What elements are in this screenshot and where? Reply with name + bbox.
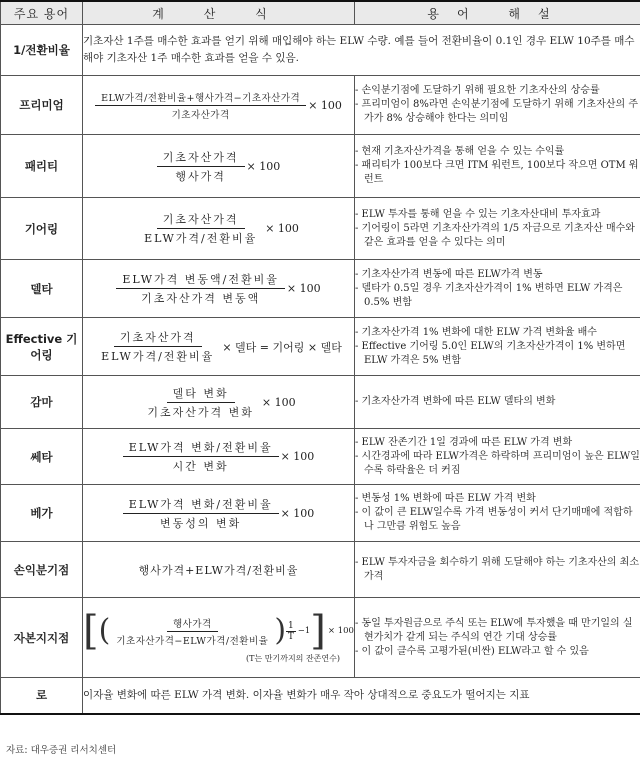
- multiplier: × 100: [280, 506, 315, 520]
- numerator: 기초자산가격: [157, 211, 245, 229]
- multiplier: × 100: [308, 98, 342, 112]
- left-paren: (: [98, 613, 111, 648]
- multiplier: × 100: [280, 450, 315, 463]
- description-line: - 델타가 0.5일 경우 기초자산가격이 1% 변하면 ELW 가격은 0.5% 변함: [355, 282, 623, 308]
- description-cell: [355, 135, 640, 198]
- right-bracket: ]: [310, 608, 326, 654]
- left-bracket: [: [83, 608, 99, 654]
- denominator: 기초자산가격−ELW가격/전환비율: [116, 635, 269, 647]
- source-note: 자료: 대우증권 리서치센터: [6, 745, 117, 756]
- table-row: [1, 542, 640, 598]
- formula-cell: [83, 260, 355, 318]
- description-cell: [355, 260, 640, 318]
- header-description: 용어 해설: [355, 1, 640, 25]
- multiplier: × 100: [246, 159, 281, 173]
- formula-cell: [83, 318, 355, 376]
- formula-cell: [83, 485, 355, 542]
- denominator: 변동성의 변화: [160, 516, 242, 530]
- description-cell: [355, 376, 640, 429]
- table-row: [1, 318, 640, 376]
- fraction: [123, 439, 279, 474]
- term-cell: 로: [1, 678, 83, 714]
- denominator: ELW가격/전환비율: [101, 350, 215, 363]
- minus-one: −1: [297, 626, 311, 636]
- formula-group: [83, 608, 354, 654]
- numerator: ELW가격 변화/전환비율: [123, 496, 279, 514]
- header-term: 주요 용어: [1, 1, 83, 25]
- description-line: - 기초자산가격 1% 변화에 대한 ELW 가격 변화율 배수: [355, 326, 597, 338]
- description-line: - Effective 기어링 5.0인 ELW의 기초자산가격이 1% 변하면 ELW 가격은 5% 변함: [355, 340, 626, 366]
- table-row: [1, 598, 640, 678]
- description-line: - 동일 투자원금으로 주식 또는 ELW에 투자했을 때 만기일의 실현가치가 같게 되는 주식의 연간 기대 상승률: [355, 617, 633, 643]
- description-cell: [355, 542, 640, 598]
- term-cell: 패리티: [1, 135, 83, 198]
- formula-cell: [83, 598, 355, 678]
- description-line: - 패리티가 100보다 크면 ITM 워런트, 100보다 작으면 OTM 워런트: [355, 160, 639, 185]
- exponent-numerator: 1: [288, 620, 294, 631]
- denominator: 기초자산가격 변동액: [141, 292, 261, 305]
- fraction: [110, 616, 274, 647]
- multiplier: × 델타 = 기어링 × 델타: [222, 340, 342, 354]
- description-line: - 기어링이 5라면 기초자산가격의 1/5 자금으로 기초자산 매수와 같은 효과를 얻을 수 있다는 의미: [355, 222, 635, 248]
- table-row: [1, 678, 640, 714]
- description-cell: 기초자산 1주를 매수한 효과를 얻기 위해 매입해야 하는 ELW 수량. 예를 들어 전환비율이 0.1인 경우 ELW 10주를 매수해야 기초자산 1주 매수한 효과를 얻을 수 있음.: [83, 25, 640, 76]
- term-cell: 프리미엄: [1, 76, 83, 135]
- description-cell: [355, 76, 640, 135]
- description-line: - 기초자산가격 변화에 따른 ELW 델타의 변화: [355, 396, 556, 407]
- header-formula: 계 산 식: [83, 1, 355, 25]
- description-cell: [355, 318, 640, 376]
- table-row: [1, 429, 640, 485]
- denominator: 기초자산가격 변화: [147, 405, 254, 419]
- term-cell: 델타: [1, 260, 83, 318]
- formula-cell: [83, 376, 355, 429]
- formula-text: 행사가격+ELW가격/전환비율: [138, 563, 299, 577]
- fraction: [95, 90, 306, 121]
- numerator: ELW가격/전환비율+행사가격−기초자산가격: [95, 90, 306, 106]
- right-paren: ): [274, 613, 287, 648]
- formula-cell: [83, 198, 355, 260]
- formula-cell: [83, 542, 355, 598]
- description-line: - 이 값이 큰 ELW일수록 가격 변동성이 커서 단기매매에 적합하나 그만큼 위험도 높음: [355, 507, 633, 532]
- denominator: 기초자산가격: [171, 109, 230, 121]
- description-cell: [355, 485, 640, 542]
- table-row: [1, 76, 640, 135]
- multiplier: × 100: [327, 626, 354, 636]
- description-line: - 기초자산가격 변동에 따른 ELW가격 변동: [355, 268, 543, 280]
- fraction: [116, 271, 285, 306]
- description-line: - ELW 투자를 통해 얻을 수 있는 기초자산대비 투자효과: [355, 208, 601, 220]
- description-line: - 프리미엄이 8%라면 손익분기점에 도달하기 위해 기초자산의 주가가 8% 상승해야 한다는 의미임: [355, 99, 638, 124]
- denominator: 행사가격: [175, 169, 226, 183]
- fraction: [138, 211, 263, 246]
- exponent-denominator: T: [287, 631, 294, 642]
- description-line: - 변동성 1% 변화에 따른 ELW 가격 변화: [355, 493, 536, 504]
- term-cell: Effective 기어링: [1, 318, 83, 376]
- term-cell: 베가: [1, 485, 83, 542]
- term-cell: 자본지지점: [1, 598, 83, 678]
- exponent: [286, 621, 296, 642]
- table-row: [1, 198, 640, 260]
- description-line: - 시간경과에 따라 ELW가격은 하락하며 프리미엄이 높은 ELW일수록 하락율은 더 커짐: [355, 450, 640, 476]
- term-cell: 쎄타: [1, 429, 83, 485]
- formula-cell: [83, 135, 355, 198]
- multiplier: × 100: [286, 282, 321, 295]
- header-row: [1, 1, 640, 25]
- table-row: [1, 485, 640, 542]
- numerator: 기초자산가격: [157, 149, 245, 167]
- term-cell: 손익분기점: [1, 542, 83, 598]
- description-line: - 이 값이 클수록 고평가된(비싼) ELW라고 할 수 있음: [355, 645, 589, 657]
- description-cell: [355, 429, 640, 485]
- description-cell: 이자율 변화에 따른 ELW 가격 변화. 이자율 변화가 매우 작아 상대적으로 중요도가 떨어지는 지표: [83, 678, 640, 714]
- denominator: 시간 변화: [172, 460, 229, 473]
- term-cell: 1/전환비율: [1, 25, 83, 76]
- numerator: ELW가격 변화/전환비율: [123, 439, 279, 457]
- table-row: [1, 376, 640, 429]
- formula-cell: [83, 76, 355, 135]
- numerator: 델타 변화: [167, 385, 235, 403]
- multiplier: × 100: [265, 222, 299, 235]
- term-cell: 기어링: [1, 198, 83, 260]
- description-line: - 손익분기점에 도달하기 위해 필요한 기초자산의 상승률: [355, 85, 600, 96]
- description-cell: [355, 598, 640, 678]
- formula-cell: [83, 429, 355, 485]
- description-line: - 현재 기초자산가격을 통해 얻을 수 있는 수익률: [355, 146, 565, 157]
- numerator: 기초자산가격: [114, 329, 202, 347]
- fraction: [141, 385, 260, 420]
- description-line: - ELW 잔존기간 1일 경과에 따른 ELW 가격 변화: [355, 436, 573, 448]
- table-row: [1, 25, 640, 76]
- fraction: [157, 149, 245, 184]
- term-cell: 감마: [1, 376, 83, 429]
- denominator: ELW가격/전환비율: [144, 232, 258, 245]
- fraction: [123, 496, 279, 531]
- formula-note: (T는 만기까지의 잔존연수): [246, 654, 340, 663]
- numerator: ELW가격 변동액/전환비율: [116, 271, 285, 289]
- fraction: [95, 329, 220, 364]
- description-cell: [355, 198, 640, 260]
- description-line: - ELW 투자자금을 회수하기 위해 도달해야 하는 기초자산의 최소 가격: [355, 556, 639, 582]
- table-row: [1, 260, 640, 318]
- table-row: [1, 135, 640, 198]
- multiplier: × 100: [261, 395, 296, 409]
- numerator: 행사가격: [167, 616, 218, 632]
